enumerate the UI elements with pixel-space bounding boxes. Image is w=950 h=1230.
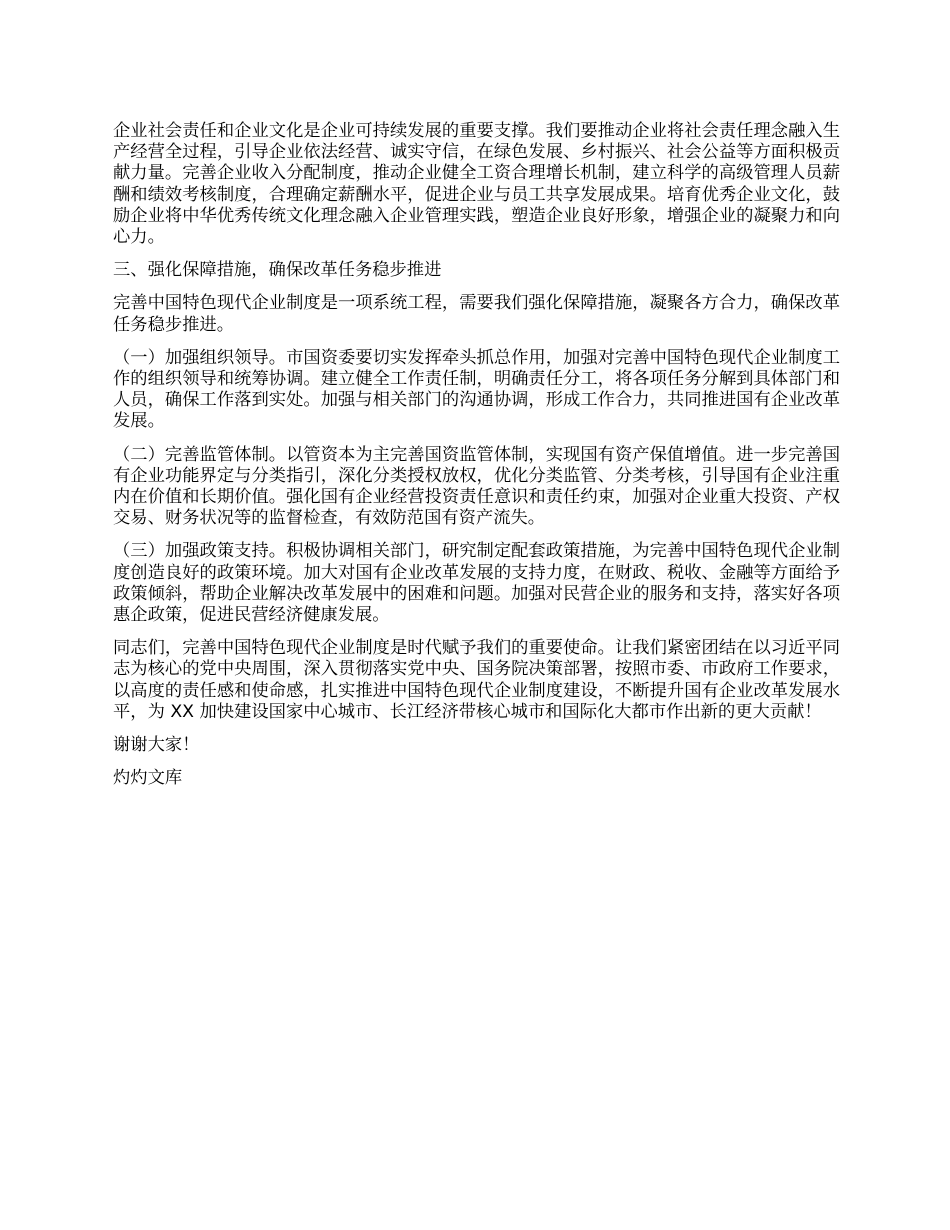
paragraph-supervision-system: （二）完善监管体制。以管资本为主完善国资监管体制，实现国有资产保值增值。进一步完善国有企业功能界定与分类指引，深化分类授权放权，优化分类监管、分类考核，引导国有企业注重内在价值和长期价值。强化国有企业经营投资责任意识和责任约束，加强对企业重大投资、产权交易、财务状况等的监督检查，有效防范国有资产流失。: [113, 444, 840, 529]
paragraph-thanks: 谢谢大家！: [113, 735, 200, 756]
source-footer: 灼灼文库: [113, 768, 183, 789]
section-heading-safeguards: 三、强化保障措施，确保改革任务稳步推进: [113, 260, 442, 281]
paragraph-closing-remarks: 同志们，完善中国特色现代企业制度是时代赋予我们的重要使命。让我们紧密团结在以习近平同志为核心的党中央周围，深入贯彻落实党中央、国务院决策部署，按照市委、市政府工作要求，以高度的责任感和使命感，扎实推进中国特色现代企业制度建设，不断提升国有企业改革发展水平，为 XX 加快建设国家中心城市、长江经济带核心城市和国际化大都市作出新的更大贡献！: [113, 638, 840, 722]
paragraph-csr-culture: 企业社会责任和企业文化是企业可持续发展的重要支撑。我们要推动企业将社会责任理念融入生产经营全过程，引导企业依法经营、诚实守信，在绿色发展、乡村振兴、社会公益等方面积极贡献力量。完善企业收入分配制度，推动企业健全工资合理增长机制，建立科学的高级管理人员薪酬和绩效考核制度，合理确定薪酬水平，促进企业与员工共享发展成果。培育优秀企业文化，鼓励企业将中华优秀传统文化理念融入企业管理实践，塑造企业良好形象，增强企业的凝聚力和向心力。: [113, 121, 840, 248]
paragraph-policy-support: （三）加强政策支持。积极协调相关部门，研究制定配套政策措施，为完善中国特色现代企业制度创造良好的政策环境。加大对国有企业改革发展的支持力度，在财政、税收、金融等方面给予政策倾斜，帮助企业解决改革发展中的困难和问题。加强对民营企业的服务和支持，落实好各项惠企政策，促进民营经济健康发展。: [113, 541, 840, 626]
paragraph-organization-leadership: （一）加强组织领导。市国资委要切实发挥牵头抓总作用，加强对完善中国特色现代企业制度工作的组织领导和统筹协调。建立健全工作责任制，明确责任分工，将各项任务分解到具体部门和人员，确保工作落到实处。加强与相关部门的沟通协调，形成工作合力，共同推进国有企业改革发展。: [113, 347, 840, 432]
paragraph-safeguards-intro: 完善中国特色现代企业制度是一项系统工程，需要我们强化保障措施，凝聚各方合力，确保改革任务稳步推进。: [113, 293, 840, 335]
document-body: [113, 121, 840, 801]
